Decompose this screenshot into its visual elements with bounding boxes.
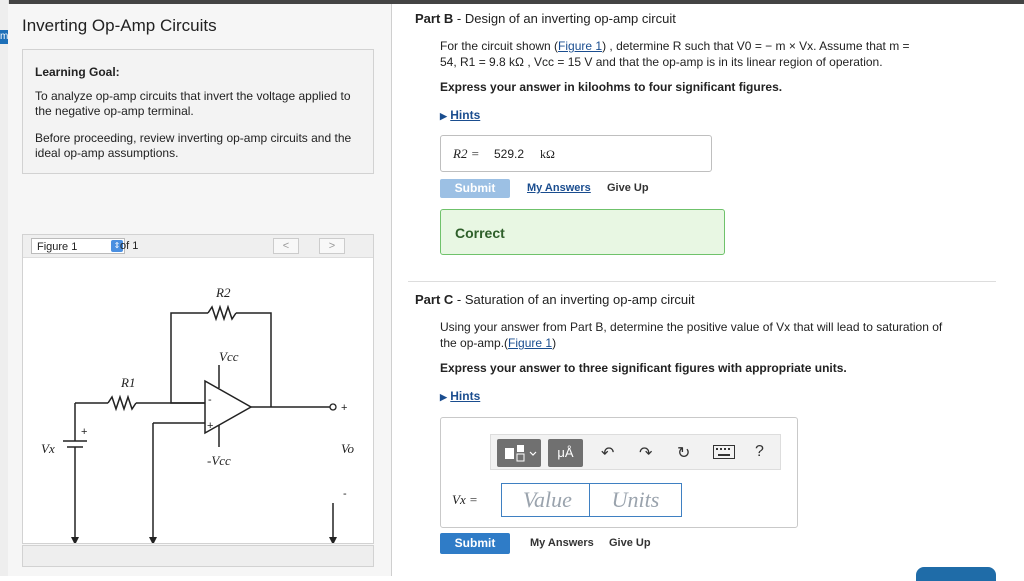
keyboard-icon[interactable] xyxy=(713,445,735,464)
r1-label: R1 xyxy=(121,375,136,390)
part-c-hints-toggle[interactable] xyxy=(440,389,480,403)
correct-feedback xyxy=(440,209,725,255)
answer-label: R2 = xyxy=(453,146,480,161)
part-c-q-text: the op-amp.( xyxy=(440,336,509,350)
figure-count: of 1 xyxy=(120,240,139,252)
help-icon[interactable]: ? xyxy=(755,443,764,460)
output-minus-sign: - xyxy=(343,488,347,500)
part-b-hints-toggle[interactable] xyxy=(440,108,480,122)
noninverting-input-sign: + xyxy=(207,420,214,432)
part-b-title: - Design of an inverting op-amp circuit xyxy=(453,11,676,26)
output-terminal xyxy=(330,404,336,410)
part-b-header xyxy=(415,11,676,26)
part-c-q-text-post: ) xyxy=(552,336,557,350)
templates-button[interactable] xyxy=(497,439,541,467)
part-c-instructions: Express your answer to three significant figures with appropriate units. xyxy=(440,361,847,375)
next-figure-button[interactable]: > xyxy=(319,238,345,254)
figure-link[interactable]: Figure 1 xyxy=(508,336,553,350)
feedback-text: Correct xyxy=(455,225,505,241)
part-c-q-line1: Using your answer from Part B, determine the positive value of Vx that will lead to saturation of xyxy=(440,320,943,334)
vcc-label: Vcc xyxy=(219,349,239,364)
part-b-my-answers-link[interactable]: My Answers xyxy=(527,182,591,194)
r2-label: R2 xyxy=(216,285,231,300)
op-amp-circuit-diagram xyxy=(23,257,373,543)
source-plus-sign: + xyxy=(81,426,88,438)
part-b-submit-button[interactable]: Submit xyxy=(440,179,510,198)
caret-right-icon: ▶ xyxy=(440,111,447,121)
learning-goal-note: Before proceeding, review inverting op-amp circuits and the ideal op-amp assumptions. xyxy=(35,131,352,160)
caret-right-icon: ▶ xyxy=(440,392,447,402)
hints-link: Hints xyxy=(450,389,481,403)
panel-divider xyxy=(391,4,392,576)
figure-panel xyxy=(22,234,374,544)
figure-select-value: Figure 1 xyxy=(37,241,78,253)
part-b-q-text-mid: ) , determine R xyxy=(602,39,682,53)
left-bottom-strip xyxy=(22,545,374,567)
part-c-my-answers-link[interactable]: My Answers xyxy=(530,537,594,549)
units-button[interactable]: μÅ xyxy=(548,439,583,467)
figure-select[interactable] xyxy=(31,238,125,254)
undo-icon[interactable]: ↶ xyxy=(601,445,615,462)
neg-vcc-label: -Vcc xyxy=(207,453,231,468)
problem-title: Inverting Op-Amp Circuits xyxy=(22,16,217,35)
vo-label: Vo xyxy=(341,441,354,456)
answer-unit: kΩ xyxy=(540,147,555,161)
floating-tab-button[interactable] xyxy=(916,567,996,581)
select-arrows-icon: ⇕ xyxy=(111,240,123,252)
part-c-submit-button[interactable]: Submit xyxy=(440,533,510,554)
value-input[interactable]: Value xyxy=(501,483,594,517)
part-b-question xyxy=(440,38,996,70)
part-c-title: - Saturation of an inverting op-amp circuit xyxy=(453,292,695,307)
learning-goal-text: To analyze op-amp circuits that invert the voltage applied to the negative op-amp terminal. xyxy=(35,89,351,118)
part-b-q-text-post: such that V0 = − m × Vx. Assume that m = xyxy=(681,39,910,53)
answer-value: 529.2 xyxy=(494,147,525,161)
part-c-give-up-link[interactable]: Give Up xyxy=(609,537,651,549)
hints-link: Hints xyxy=(450,108,481,122)
units-input[interactable]: Units xyxy=(589,483,682,517)
vx-label: Vx xyxy=(41,441,55,456)
vx-input-label: Vx = xyxy=(452,492,478,507)
figure-link[interactable]: Figure 1 xyxy=(558,39,603,53)
part-b-answer-box xyxy=(440,135,712,172)
templates-icon xyxy=(497,439,541,467)
part-c-answer-editor xyxy=(440,417,798,528)
learning-goal-box xyxy=(22,49,374,174)
learning-goal-heading: Learning Goal: xyxy=(35,65,120,79)
sidebar-tab[interactable]: m xyxy=(0,31,9,42)
part-b-q-text: For the circuit shown ( xyxy=(440,39,559,53)
figure-toolbar xyxy=(23,235,373,258)
output-plus-sign: + xyxy=(341,402,348,414)
part-c-header xyxy=(415,292,695,307)
reset-icon[interactable]: ↻ xyxy=(677,445,691,462)
part-b-instructions: Express your answer in kiloohms to four significant figures. xyxy=(440,80,783,94)
part-b-q-line2: 54, R1 = 9.8 kΩ , Vcc = 15 V and that the op-amp is in its linear region of operation. xyxy=(440,55,883,69)
part-b-give-up-link[interactable]: Give Up xyxy=(607,182,649,194)
part-b-label: Part B xyxy=(415,11,454,26)
part-c-label: Part C xyxy=(415,292,454,307)
part-c-question xyxy=(440,319,996,351)
math-toolbar xyxy=(490,434,781,470)
redo-icon[interactable]: ↷ xyxy=(639,445,653,462)
inverting-input-sign: - xyxy=(208,394,212,406)
prev-figure-button[interactable]: < xyxy=(273,238,299,254)
section-divider xyxy=(408,281,996,282)
